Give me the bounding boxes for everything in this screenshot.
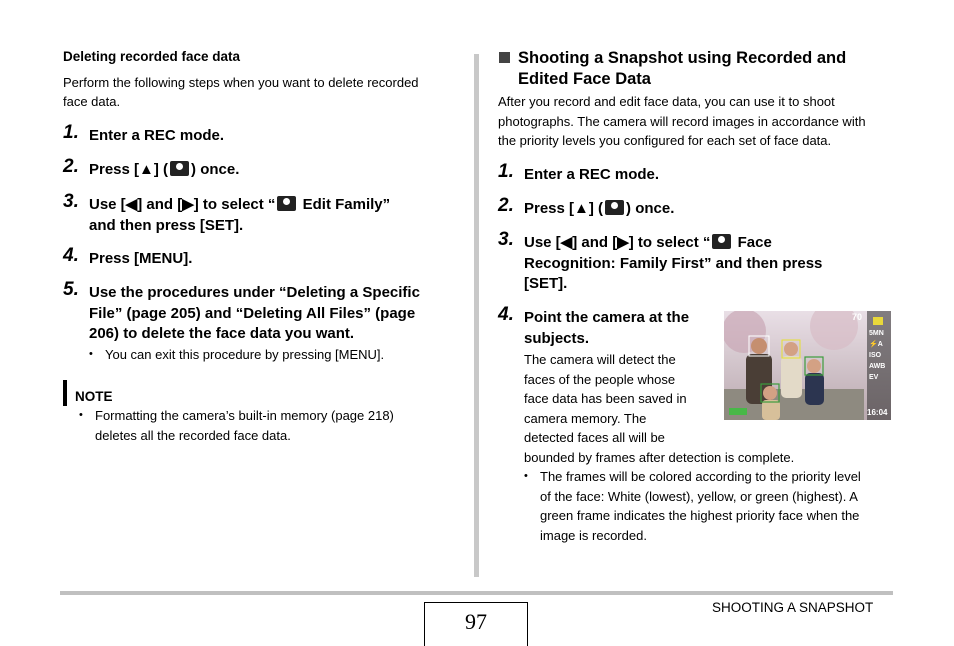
ev-icon: EV — [869, 374, 879, 381]
column-divider — [474, 54, 479, 577]
intro-line: Perform the following steps when you want to delete recorded — [63, 75, 419, 90]
family-photo-illustration — [724, 311, 891, 420]
section-heading-delete: Deleting recorded face data — [63, 49, 241, 64]
edit-family-icon — [277, 196, 296, 211]
image-size-icon: 5M — [869, 330, 879, 337]
face-recognition-icon — [170, 161, 189, 176]
intro-line: face data. — [63, 94, 121, 109]
footer-rule — [60, 591, 893, 595]
section-square-icon — [499, 52, 510, 63]
note-label: NOTE — [75, 389, 113, 404]
iso-icon: ISO — [869, 352, 882, 359]
intro-line: After you record and edit face data, you can use it to shoot — [498, 94, 835, 109]
face-recognition-icon — [605, 200, 624, 215]
shots-remaining: 70 — [852, 312, 863, 322]
section-heading-snapshot: Shooting a Snapshot using Recorded and Edited Face Data — [518, 49, 847, 88]
lcd-time: 16:04 — [867, 408, 888, 417]
page-number: 97 — [424, 602, 528, 646]
intro-line: photographs. The camera will record images in accordance with — [498, 114, 866, 129]
note-marker — [63, 380, 67, 406]
intro-line: the priority levels you configured for each set of face data. — [498, 133, 832, 148]
face-recognition-family-icon — [712, 234, 731, 249]
step4-body: The camera will detect the faces of the people whose face data has been saved in camera memory. The detected faces all will be bounded by frames after detection is complete. — [524, 352, 795, 465]
camera-lcd-photo — [724, 311, 891, 420]
lcd-icon-stack — [869, 328, 885, 383]
footer-section-title: SHOOTING A SNAPSHOT — [712, 600, 874, 615]
flash-icon: ⚡A — [869, 341, 883, 348]
quality-icon: N — [878, 330, 884, 337]
white-balance-icon: AWB — [869, 363, 886, 370]
